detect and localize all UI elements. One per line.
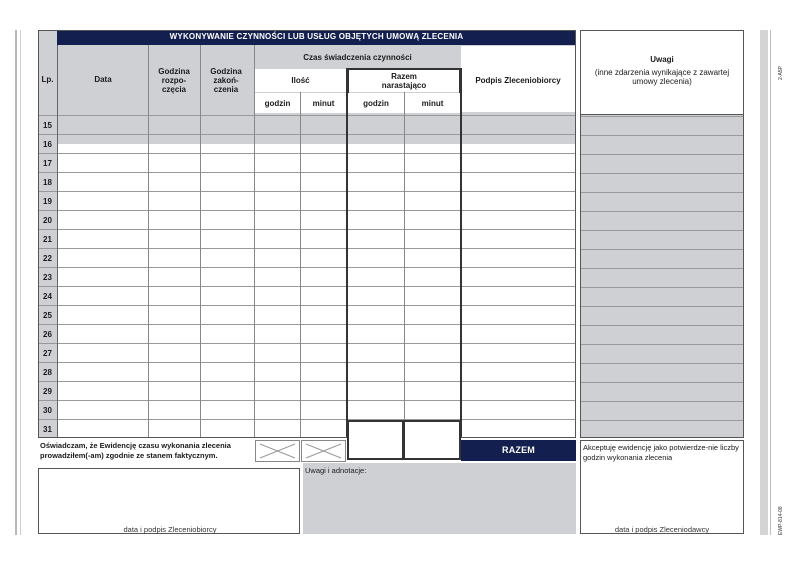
left-margin-line — [15, 30, 17, 535]
signature-box-left — [38, 468, 300, 534]
col-godzina-rozpoczecia: Godzina rozpo-częcia — [158, 66, 190, 94]
uwagi-row — [581, 230, 743, 249]
signature-left-label: data i podpis Zleceniobiorcy — [123, 525, 217, 534]
signature-right-label: data i podpis Zleceniodawcy — [614, 525, 710, 534]
table-border — [38, 30, 576, 438]
col-razem-narastajaco: Razem narastająco — [381, 71, 427, 90]
uwagi-row — [581, 116, 743, 135]
form-code-top: 2-A5P — [778, 66, 784, 80]
right-margin-line — [770, 30, 771, 535]
col-ilosc-label: Ilość — [291, 76, 310, 85]
akceptacja-text: Akceptuję ewidencję jako potwierdze-nie liczby godzin wykonania zlecenia — [583, 443, 739, 462]
uwagi-row — [581, 249, 743, 268]
sub-minut-2: minut — [421, 98, 444, 108]
row-number: 16 — [43, 140, 52, 149]
uwagi-row — [581, 306, 743, 325]
left-margin-line-2 — [20, 30, 21, 535]
row-number: 15 — [43, 121, 52, 130]
row-number: 18 — [43, 178, 52, 187]
row-number: 20 — [43, 216, 52, 225]
uwagi-title: Uwagi — [650, 54, 674, 64]
sub-minut-1: minut — [312, 98, 335, 108]
row-number: 24 — [43, 292, 52, 301]
row-number: 28 — [43, 368, 52, 377]
uwagi-table — [580, 30, 744, 438]
col-data-label: Data — [94, 74, 112, 84]
uwagi-row — [581, 363, 743, 382]
col-podpis-label: Podpis Zleceniobiorcy — [475, 75, 561, 85]
row-number: 30 — [43, 406, 52, 415]
row-number: 22 — [43, 254, 52, 263]
oswiadczenie-text: Oświadczam, że Ewidencję czasu wykonania zlecenia prowadziłem(-am) zgodnie ze stanem faktycznym. — [40, 441, 231, 460]
uwagi-row — [581, 401, 743, 420]
row-number: 19 — [43, 197, 52, 206]
uwagi-row — [581, 420, 743, 439]
col-czas-swiadczenia: Czas świadczenia czynności — [303, 52, 412, 62]
row-number: 21 — [43, 235, 52, 244]
row-number: 26 — [43, 330, 52, 339]
row-number: 25 — [43, 311, 52, 320]
crossed-cell-2 — [301, 440, 346, 462]
uwagi-row — [581, 211, 743, 230]
row-number: 17 — [43, 159, 52, 168]
uwagi-row — [581, 268, 743, 287]
oswiadczenie-box — [38, 440, 253, 467]
row-number: 23 — [43, 273, 52, 282]
total-godzin-cell — [347, 420, 404, 460]
uwagi-rows — [581, 116, 743, 438]
total-minut-cell — [404, 420, 461, 460]
row-number: 27 — [43, 349, 52, 358]
col-godzina-zakonczenia: Godzina zakoń-czenia — [210, 66, 242, 94]
razem-label: RAZEM — [461, 440, 576, 461]
crossed-cell-1 — [255, 440, 300, 462]
uwagi-row — [581, 192, 743, 211]
uwagi-subtitle: (inne zdarzenia wynikające z zawartej umowy zlecenia) — [594, 68, 730, 86]
uwagi-row — [581, 382, 743, 401]
sub-godzin-1: godzin — [264, 98, 291, 108]
form-code-bottom: EWP-814-08 — [778, 506, 784, 535]
right-margin-strip — [760, 30, 768, 535]
uwagi-row — [581, 325, 743, 344]
uwagi-row — [581, 287, 743, 306]
akceptacja-box — [580, 440, 744, 534]
uwagi-row — [581, 173, 743, 192]
main-table — [38, 30, 576, 438]
uwagi-row — [581, 154, 743, 173]
uwagi-row — [581, 135, 743, 154]
col-lp-label: Lp. — [41, 74, 54, 84]
cross-icon — [256, 441, 299, 461]
uwagi-row — [581, 344, 743, 363]
row-number: 29 — [43, 387, 52, 396]
uwagi-adnotacje-box — [303, 463, 576, 534]
uwagi-adnotacje-label: Uwagi i adnotacje: — [305, 466, 367, 475]
table-title: WYKONYWANIE CZYNNOŚCI LUB USŁUG OBJĘTYCH UMOWĄ ZLECENIA — [57, 30, 576, 45]
cross-icon — [302, 441, 345, 461]
sub-godzin-2: godzin — [363, 98, 389, 108]
row-number: 31 — [43, 425, 52, 434]
